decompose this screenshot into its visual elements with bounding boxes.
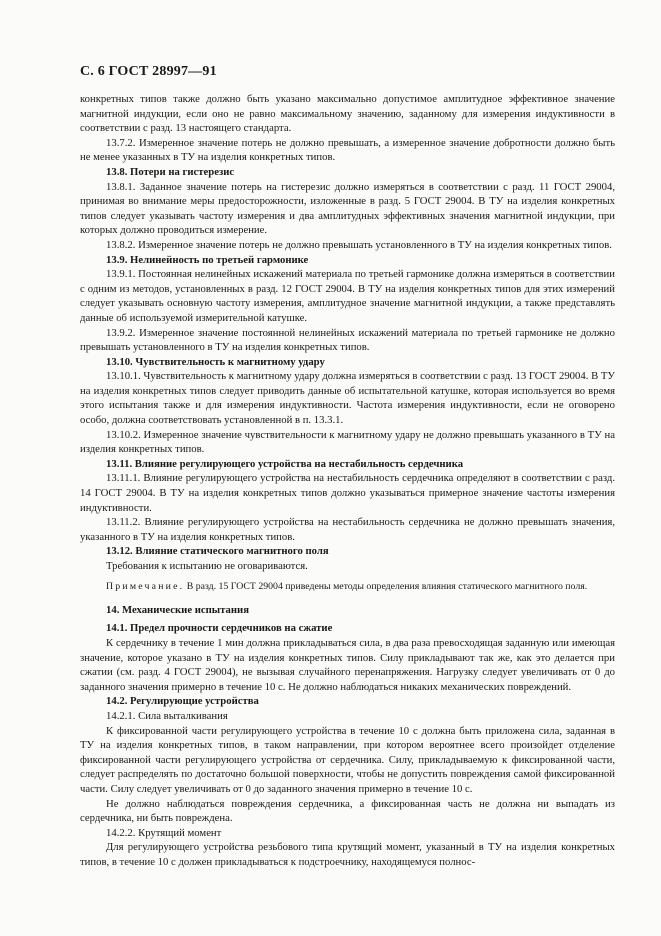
paragraph: Для регулирующего устройства резьбового типа крутящий момент, указанный в ТУ на изделия конкретных типов, в течение 10 с должен прикладываться к подстроечнику, находящемуся полнос- <box>80 841 615 868</box>
page-header: С. 6 ГОСТ 28997—91 <box>80 64 217 79</box>
section-heading: 13.11. Влияние регулирующего устройства на нестабильность сердечника <box>106 457 464 470</box>
paragraph: 14.2.2. Крутящий момент <box>106 826 222 839</box>
paragraph: 13.10.2. Измеренное значение чувствительности к магнитному удару не должно превышать указанного в ТУ на изделия конкретных типов. <box>80 428 615 456</box>
section-heading: 14.2. Регулирующие устройства <box>106 695 259 708</box>
section-heading: 14. Механические испытания <box>106 603 249 616</box>
section-heading: 13.10. Чувствительность к магнитному удару <box>106 355 325 368</box>
paragraph: 13.9.2. Измеренное значение постоянной нелинейных искажений материала по третьей гармонике не должно превышать установленного в ТУ на изделия конкретных типов. <box>80 326 615 354</box>
paragraph: 13.9.1. Постоянная нелинейных искажений материала по третьей гармонике должна измеряться в соответствии с одним из методов, установленных в разд. 12 ГОСТ 29004. В ТУ на изделия конкретных типов для этих измерений следует указывать основную частоту измерения, амплитудное значение магнитной индукции, а также представлять данные об используемой измерительной катушке. <box>80 268 615 324</box>
paragraph: К фиксированной части регулирующего устройства в течение 10 с должна быть приложена сила, заданная в ТУ на изделия конкретных типов, в таком направлении, при котором вероятнее всего произойдет отделение фиксированной части регулирующего устройства от сердечника. Силу, прикладываемую к фиксированной части, следует распределять по достаточно большой поверхности, чтобы не допустить повреждения самой фиксированной части. Силу следует увеличивать от 0 до заданного значения примерно в течение 10 с. <box>80 724 615 795</box>
paragraph: 14.2.1. Сила выталкивания <box>106 709 228 722</box>
paragraph: конкретных типов также должно быть указано максимально допустимое амплитудное эффективное значение магнитной индукции, если оно не равно максимальному значению, заданному для измерения индуктивности в соответствии с разд. 13 настоящего стандарта. <box>80 93 615 135</box>
paragraph: 13.7.2. Измеренное значение потерь не должно превышать, а измеренное значение добротности должно быть не менее указанных в ТУ на изделия конкретных типов. <box>80 136 615 164</box>
section-heading: 13.8. Потери на гистерезис <box>106 165 235 178</box>
section-heading: 13.9. Нелинейность по третьей гармонике <box>106 253 309 266</box>
note <box>80 580 615 593</box>
note-text: В разд. 15 ГОСТ 29004 приведены методы определения влияния статического магнитного поля. <box>184 580 588 592</box>
paragraph: 13.8.2. Измеренное значение потерь не должно превышать установленного в ТУ на изделия конкретных типов. <box>106 238 612 251</box>
paragraph: 13.11.2. Влияние регулирующего устройства на нестабильность сердечника не должно превышать значения, указанного в ТУ на изделия конкретных типов. <box>80 516 615 543</box>
note-label: Примечание. <box>106 580 185 592</box>
paragraph: 13.10.1. Чувствительность к магнитному удару должна измеряться в соответствии с разд. 13 ГОСТ 29004. В ТУ на изделия конкретных типов следует приводить данные об испытательной катушке, которая используется во время этого испытания также и для измерения индуктивности. Частота измерения индуктивности, если не оговорено особо, должна соответствовать установленной в п. 13.3.1. <box>80 370 615 427</box>
section-heading: 13.12. Влияние статического магнитного поля <box>106 545 329 558</box>
paragraph: К сердечнику в течение 1 мин должна прикладываться сила, в два раза превосходящая заданную или имеющая значение, которое указано в ТУ на изделия конкретных типов. Силу прикладывают так же, как это делается при сжатии (см. разд. 4 ГОСТ 29004), не вызывая случайного перенапряжения. Нагрузку следует увеличивать от 0 до заданного значения примерно в течение 10 с. Не должно наблюдаться никаких механических повреждений. <box>80 636 615 693</box>
paragraph: Не должно наблюдаться повреждения сердечника, а фиксированная часть не должна ни выпадать из сердечника, ни быть повреждена. <box>80 797 615 825</box>
document-body <box>80 92 615 869</box>
paragraph: 13.11.1. Влияние регулирующего устройства на нестабильность сердечника определяют в соответствии с разд. 14 ГОСТ 29004. В ТУ на изделия конкретных типов должно указываться примерное значение частоты измерения индуктивности. <box>80 472 615 514</box>
paragraph: Требования к испытанию не оговариваются. <box>106 560 308 572</box>
paragraph: 13.8.1. Заданное значение потерь на гистерезис должно измеряться в соответствии с разд. 11 ГОСТ 29004, принимая во внимание меры предосторожности, изложенные в разд. 5 ГОСТ 29004. В ТУ на изделия конкретных типов следует указывать частоту измерения и два амплитудных эффективных значения магнитной индукции, при которых должно проводиться измерение. <box>80 180 615 237</box>
section-heading: 14.1. Предел прочности сердечников на сжатие <box>106 622 333 635</box>
